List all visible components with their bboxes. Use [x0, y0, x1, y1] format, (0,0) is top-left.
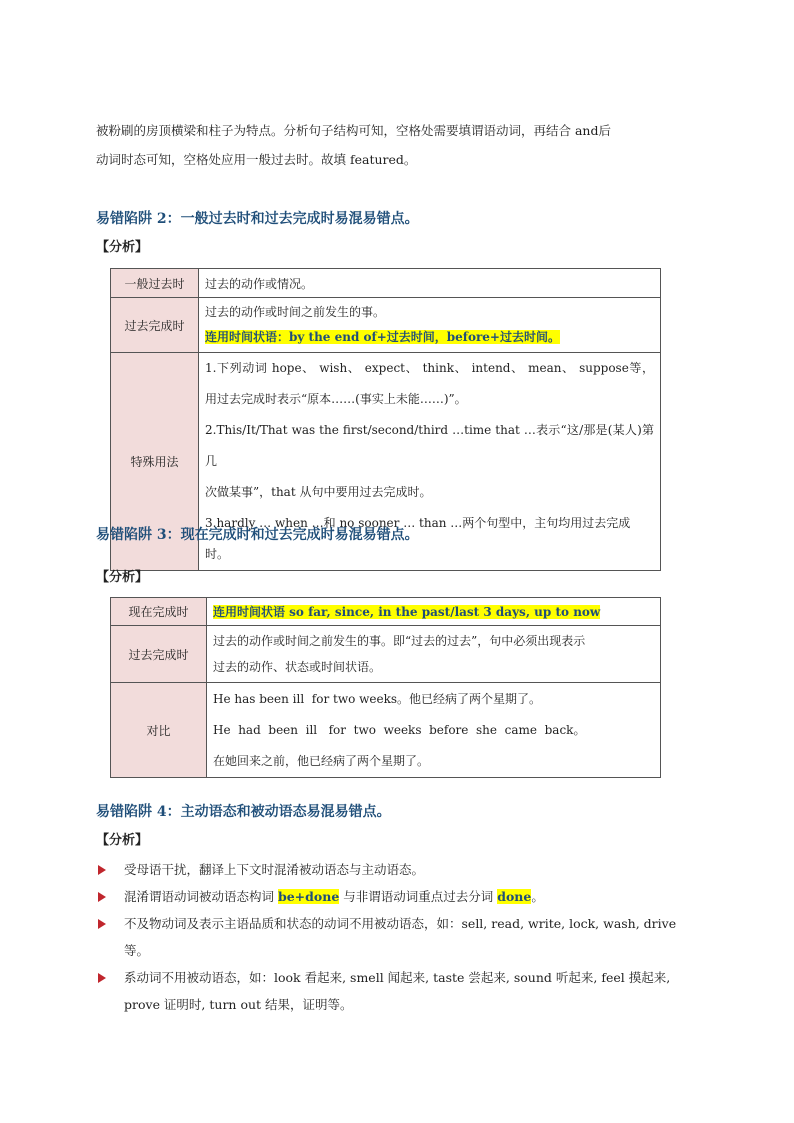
definition-cell: 过去的动作或情况。: [199, 269, 661, 298]
usage-line: 2.This/It/That was the first/second/third …time that …表示“这/那是(某人)第几: [205, 423, 654, 468]
example-line: He has been ill for two weeks。他已经病了两个星期了。: [213, 691, 542, 706]
list-item: 不及物动词及表示主语品质和状态的动词不用被动语态，如：sell, read, write, lock, wash, drive 等。: [96, 910, 682, 964]
section-2-analysis-label: 【分析】: [96, 240, 149, 255]
definition-line: 过去的动作、状态或时间状语。: [213, 660, 382, 674]
table-row: [111, 626, 661, 683]
table-row: [111, 269, 661, 298]
term-cell: 特殊用法: [111, 353, 199, 571]
usage-line: 3.hardly … when …和 no sooner … than …两个句型中，主句均用过去完成时。: [205, 516, 631, 561]
term-cell: 现在完成时: [111, 598, 207, 626]
section-3-analysis-label: 【分析】: [96, 570, 149, 585]
table-row: [111, 298, 661, 353]
usage-line: 用过去完成时表示“原本……(事实上未能……)”。: [205, 392, 467, 406]
term-cell: 过去完成时: [111, 626, 207, 683]
section-4-analysis-label: 【分析】: [96, 833, 149, 848]
usage-line: 次做某事”，that 从句中要用过去完成时。: [205, 485, 432, 499]
term-cell: 对比: [111, 683, 207, 778]
definition-cell: [207, 598, 661, 626]
definition-text: 过去的动作或时间之前发生的事。: [205, 305, 386, 319]
list-item: 受母语干扰，翻译上下文时混淆被动语态与主动语态。: [96, 856, 682, 883]
section-3-table: [110, 597, 661, 778]
definition-cell: [207, 626, 661, 683]
section-3-heading: 易错陷阱 3：现在完成时和过去完成时易混易错点。: [96, 527, 419, 543]
past-participle-highlight: done: [497, 889, 532, 904]
intro-paragraph: [96, 116, 686, 174]
table-row: [111, 683, 661, 778]
section-4-heading: 易错陷阱 4：主动语态和被动语态易混易错点。: [96, 804, 391, 820]
time-adverbial-highlight: 连用时间状语：by the end of+过去时间，before+过去时间。: [205, 330, 560, 344]
definition-cell: [199, 298, 661, 353]
list-item: 混淆谓语动词被动语态构词 be+done 与非谓语动词重点过去分词 done。: [96, 883, 682, 910]
term-cell: 过去完成时: [111, 298, 199, 353]
section-2-heading: 易错陷阱 2：一般过去时和过去完成时易混易错点。: [96, 211, 419, 227]
usage-line: 1.下列动词 hope、 wish、 expect、 think、 intend、 mean、 suppose等，: [205, 361, 654, 375]
intro-line-1: 被粉刷的房顶横梁和柱子为特点。分析句子结构可知，空格处需要填谓语动词，再结合 and后: [96, 123, 611, 138]
example-line: He had been ill for two weeks before she came back。: [213, 722, 586, 737]
term-cell: 一般过去时: [111, 269, 199, 298]
definition-cell: [207, 683, 661, 778]
definition-line: 过去的动作或时间之前发生的事。即“过去的过去”，句中必须出现表示: [213, 634, 586, 648]
arrow-bullet-icon: [98, 892, 106, 902]
analysis-bullet-list: [96, 856, 682, 1018]
example-line: 在她回来之前，他已经病了两个星期了。: [213, 753, 430, 768]
passive-form-highlight: be+done: [277, 889, 340, 904]
time-adverbial-highlight: 连用时间状语 so far, since, in the past/last 3 days, up to now: [213, 605, 601, 619]
arrow-bullet-icon: [98, 973, 106, 983]
arrow-bullet-icon: [98, 919, 106, 929]
arrow-bullet-icon: [98, 865, 106, 875]
table-row: [111, 598, 661, 626]
list-item: 系动词不用被动语态，如：look 看起来, smell 闻起来, taste 尝起来, sound 听起来, feel 摸起来, prove 证明时, turn out 结果，证明等。: [96, 964, 682, 1018]
intro-line-2: 动词时态可知，空格处应用一般过去时。故填 featured。: [96, 152, 417, 167]
